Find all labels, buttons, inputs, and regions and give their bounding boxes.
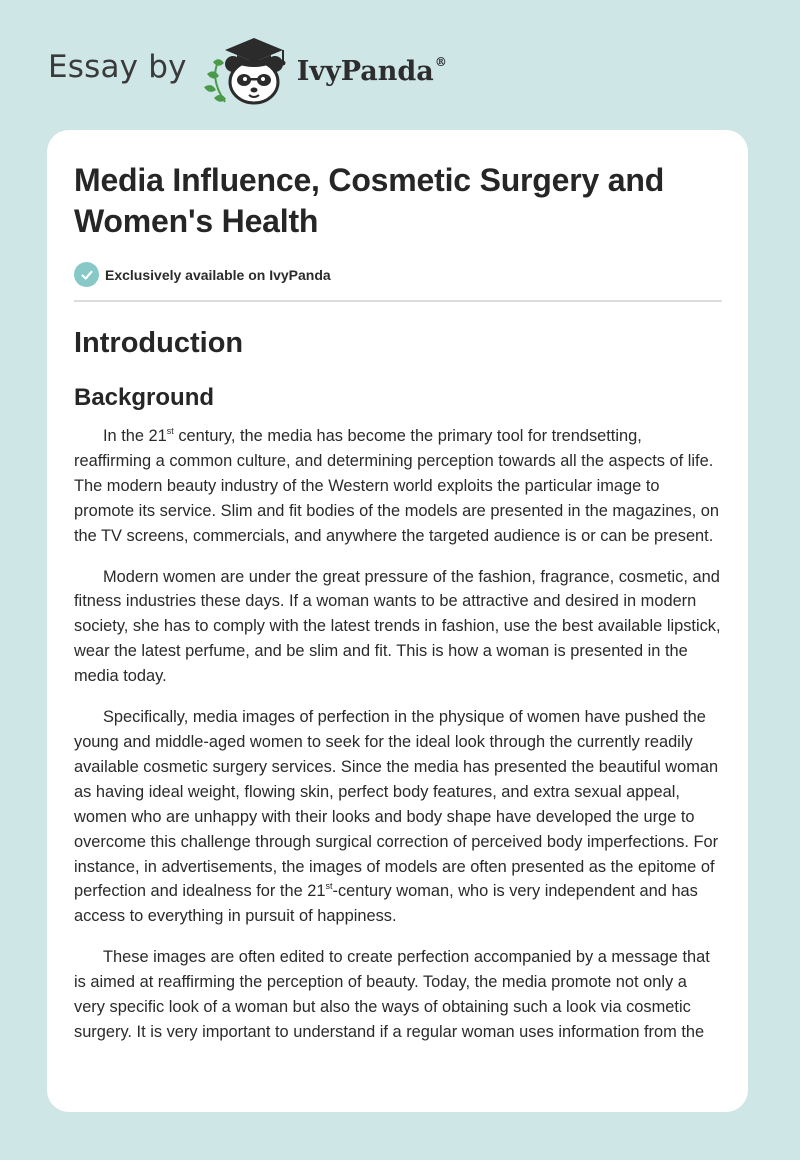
paragraph-3 bbox=[74, 705, 722, 929]
check-circle-icon bbox=[74, 262, 99, 287]
brand-name bbox=[297, 55, 447, 87]
paragraph-1-start: In the 21 bbox=[103, 427, 167, 445]
paragraph-3-start: Specifically, media images of perfection in the physique of women have pushed the young and middle-aged women to seek for the ideal look through the currently readily available cosmetic surgery services. Since the media has presented the beautiful woman as having ideal weight, flowing skin, perfect body features, and extra sexual appeal, women who are unhappy with their looks and body shape have developed the urge to overcome this challenge through surgical correction of perceived body imperfections. For instance, in advertisements, the images of models are often presented as the epitome of perfection and idealness for the 21 bbox=[74, 708, 719, 901]
subsection-heading-background: Background bbox=[74, 384, 215, 411]
brand-name-text: IvyPanda bbox=[296, 56, 434, 87]
panda-logo-icon bbox=[199, 32, 295, 106]
registered-mark: ® bbox=[434, 55, 447, 69]
checkmark-icon bbox=[80, 268, 94, 282]
brand-prefix: Essay by bbox=[48, 49, 187, 85]
exclusive-badge bbox=[74, 262, 722, 287]
ordinal-suffix: st bbox=[166, 426, 174, 436]
exclusive-badge-text: Exclusively available on IvyPanda bbox=[105, 266, 331, 283]
divider bbox=[74, 300, 722, 302]
paragraph-1-rest: century, the media has become the primary tool for trendsetting, reaffirming a common culture, and determining perception towards all the aspects of life. The modern beauty industry of the Western world exploits the particular image to promote its service. Slim and fit bodies of the models are presented in the magazines, on the TV screens, commercials, and anywhere the targeted audience is or can be present. bbox=[74, 427, 720, 545]
paragraph-3-rest: -century woman, who is very independent and has access to everything in pursuit of happiness. bbox=[74, 882, 698, 926]
paragraph-1 bbox=[74, 424, 722, 549]
paragraph-4: These images are often edited to create perfection accompanied by a message that is aimed at reaffirming the perception of beauty. Today, the media promote not only a very specific look of a woman but also the ways of obtaining such a look via cosmetic surgery. It is very important to understand if a regular woman uses information from the bbox=[74, 948, 710, 1041]
essay-title: Media Influence, Cosmetic Surgery and Women's Health bbox=[74, 162, 665, 239]
ordinal-suffix: st bbox=[325, 881, 333, 892]
essay-card bbox=[47, 130, 748, 1112]
section-heading-introduction: Introduction bbox=[74, 327, 244, 359]
brand-header bbox=[48, 34, 447, 104]
paragraph-2: Modern women are under the great pressure of the fashion, fragrance, cosmetic, and fitness industries these days. If a woman wants to be attractive and desired in modern society, she has to comply with the latest trends in fashion, use the best available lipstick, wear the latest perfume, and be slim and fit. This is how a woman is presented in the media today. bbox=[74, 567, 721, 686]
